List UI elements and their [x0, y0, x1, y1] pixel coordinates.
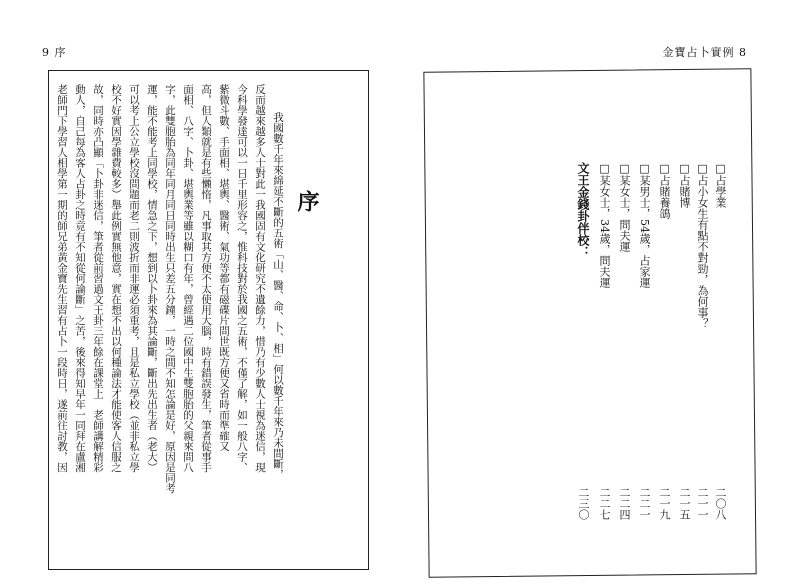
toc-entry[interactable]	[616, 162, 632, 520]
toc-entry[interactable]	[636, 162, 652, 520]
toc-entry-page: 二二七	[598, 487, 611, 520]
preface-column: 校不好實因學雜費較多）舉此例實無他意，實在想不出以何種論法才能使客人信服之	[110, 84, 122, 473]
toc-entry[interactable]	[596, 162, 612, 520]
preface-column: 高，但人類就是有些懶惰，凡事取其方便不太使用大腦，時有錯誤發生，筆者從事手	[200, 84, 212, 473]
toc-entry-page: 二一一	[696, 487, 709, 520]
preface-column: 面相、八字、卜卦、堪輿業等雖以糊口有年，曾經遇二位國中生雙胞胎的父親來問八	[182, 84, 194, 473]
toc-entry-title: □占賭養鴿	[658, 162, 671, 219]
right-page-header: 金寶占卜實例 8	[662, 46, 747, 59]
preface-title: 序	[294, 190, 320, 212]
left-page-header: 9 序	[42, 46, 67, 59]
toc-entry-title: □某女士，問夫運	[618, 162, 631, 252]
preface-column: 故，同時亦凸顯「卜卦非迷信，筆者從前習過文王卦三年餘在課堂上 老師講解精彩	[92, 84, 104, 473]
toc-entry-title: □占小女生有點不對勁，為何事？	[696, 162, 709, 329]
toc-entry-page: 二一九	[658, 487, 671, 520]
toc-entry[interactable]	[694, 162, 710, 520]
preface-column: 老師門下學習人相學第一期的師兄弟黃金寶先生習有占卜一段時日，遂前往討教，因	[56, 84, 68, 473]
preface-column: 我國數千年來綿延不斷的五術「山、醫、命、卜、相」何以數千年來乃未間斷，	[272, 112, 284, 480]
toc-entry-title: □某男士，54歲，占家運	[638, 162, 651, 288]
toc-entry[interactable]	[712, 162, 728, 520]
toc-entry-page: 二一五	[678, 487, 691, 520]
toc-entry[interactable]	[676, 162, 692, 520]
toc-entry-title: □某女士，34歲，問夫運	[598, 162, 611, 288]
preface-column: 今科學發達可以一日千里形容之，惟科技對於我國之五術，不僅了解，如一般八字、	[236, 84, 248, 473]
toc-entry-title: □占賭博	[678, 162, 691, 208]
preface-column: 動人，自己每為客人占卦之時竟有不知從何論斷」之苦，後來得知早年一同拜在盧湘	[74, 84, 86, 473]
preface-column: 運，能不能考上同學校，情急之下，想到以卜卦來為其論斷，斷出先出生者（老大）	[146, 84, 158, 473]
preface-column: 反而越來越多人士對此一我國固有文化研究不遺餘力，惜乃有少數人士視為迷信，現	[254, 84, 266, 473]
toc-entry[interactable]	[575, 262, 591, 520]
preface-column: 可以考上公立學校沒問題而老二則波折而非運必須重考，且是私立學校（並非私立學	[128, 84, 140, 473]
toc-entry-page: 二〇八	[714, 487, 727, 520]
toc-entry[interactable]	[656, 162, 672, 520]
preface-column: 字，此雙胞胎為同年同月同日同時出生只差五分鐘，一時之間不知怎論是好，原因是同考	[164, 84, 176, 494]
preface-column: 紫微斗數、手面相、堪輿、醫術、氣功等都有磁碟片問世既方便又省時而準確又	[218, 84, 230, 452]
toc-section-heading: 文王金錢卦伴校：	[576, 162, 590, 258]
toc-entry-page: 二二四	[618, 487, 631, 520]
toc-entry-page: 二三〇	[577, 487, 590, 520]
toc-entry-page: 二二一	[638, 487, 651, 520]
toc-entry-title: □占學業	[714, 162, 727, 208]
